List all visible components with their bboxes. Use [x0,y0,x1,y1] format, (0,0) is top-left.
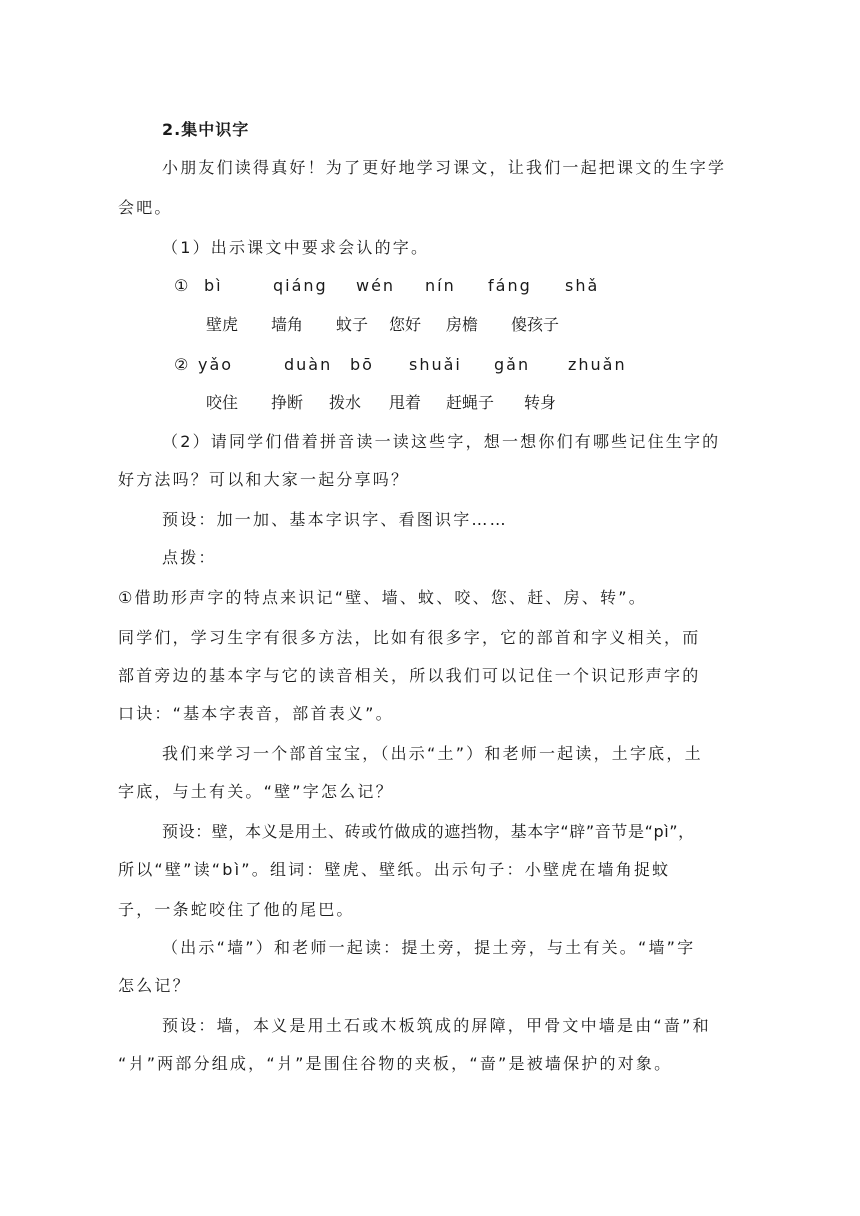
word: 您好 [389,315,422,334]
para1-line-2: 部首旁边的基本字与它的读音相关，所以我们可以记住一个识记形声字的 [118,666,701,685]
pinyin: shuǎi [409,355,462,374]
preset2-line-2: 所以“壁”读“bì”。组词：壁虎、壁纸。出示句子：小壁虎在墙角捉蚊 [118,860,671,879]
step2-line-1: （2）请同学们借着拼音读一读这些字，想一想你们有哪些记住生字的 [162,432,721,451]
hint-line-1: ①借助形声字的特点来识记“壁、墙、蚊、咬、您、赶、房、转”。 [118,588,647,607]
para3-line-1: （出示“墙”）和老师一起读：提土旁，提土旁，与土有关。“墙”字 [162,938,696,957]
preset2-line-1: 预设：壁，本义是用土、砖或竹做成的遮挡物，基本字“辟”音节是“pì”， [162,822,695,841]
section-heading: 2.集中识字 [162,120,250,139]
intro-line-1: 小朋友们读得真好！为了更好地学习课文，让我们一起把课文的生字学 [162,158,727,177]
pinyin: zhuǎn [568,355,627,374]
word: 房檐 [446,315,479,334]
pinyin: shǎ [565,276,600,295]
word: 傻孩子 [511,315,560,334]
para2-line-2: 字底，与土有关。“壁”字怎么记？ [118,782,394,801]
para1-line-3: 口诀：“基本字表音，部首表义”。 [118,704,394,723]
word: 墙角 [271,315,304,334]
hint-label: 点拨： [162,548,217,567]
para1-line-1: 同学们，学习生字有很多方法，比如有很多字，它的部首和字义相关，而 [118,628,701,647]
intro-line-2: 会吧。 [118,198,173,217]
pinyin: yǎo [198,355,234,374]
word: 挣断 [271,393,304,412]
word: 蚊子 [336,315,369,334]
pinyin: wén [356,276,396,295]
pinyin: bì [204,276,223,295]
pinyin: qiáng [273,276,328,295]
word: 拨水 [329,393,362,412]
preset-line: 预设：加一加、基本字识字、看图识字…… [162,510,508,529]
pinyin: duàn [284,355,333,374]
group2-number: ② [174,355,191,374]
preset3-line-2: “爿”两部分组成，“爿”是围住谷物的夹板，“啬”是被墙保护的对象。 [118,1054,673,1073]
word: 甩着 [389,393,422,412]
step1-line: （1）出示课文中要求会认的字。 [162,238,430,257]
word: 转身 [524,393,557,412]
pinyin: fáng [488,276,532,295]
preset3-line-1: 预设：墙，本义是用土石或木板筑成的屏障，甲骨文中墙是由“啬”和 [162,1016,711,1035]
pinyin: gǎn [494,355,531,374]
pinyin: bō [350,355,374,374]
para3-line-2: 怎么记？ [118,976,191,995]
word: 赶蝇子 [446,393,495,412]
word: 咬住 [206,393,239,412]
group1-number: ① [174,276,191,295]
preset2-line-3: 子，一条蛇咬住了他的尾巴。 [118,900,355,919]
word: 壁虎 [206,315,239,334]
step2-line-2: 好方法吗？可以和大家一起分享吗？ [118,470,410,489]
para2-line-1: 我们来学习一个部首宝宝，（出示“土”）和老师一起读，土字底，土 [162,744,703,763]
pinyin: nín [425,276,456,295]
